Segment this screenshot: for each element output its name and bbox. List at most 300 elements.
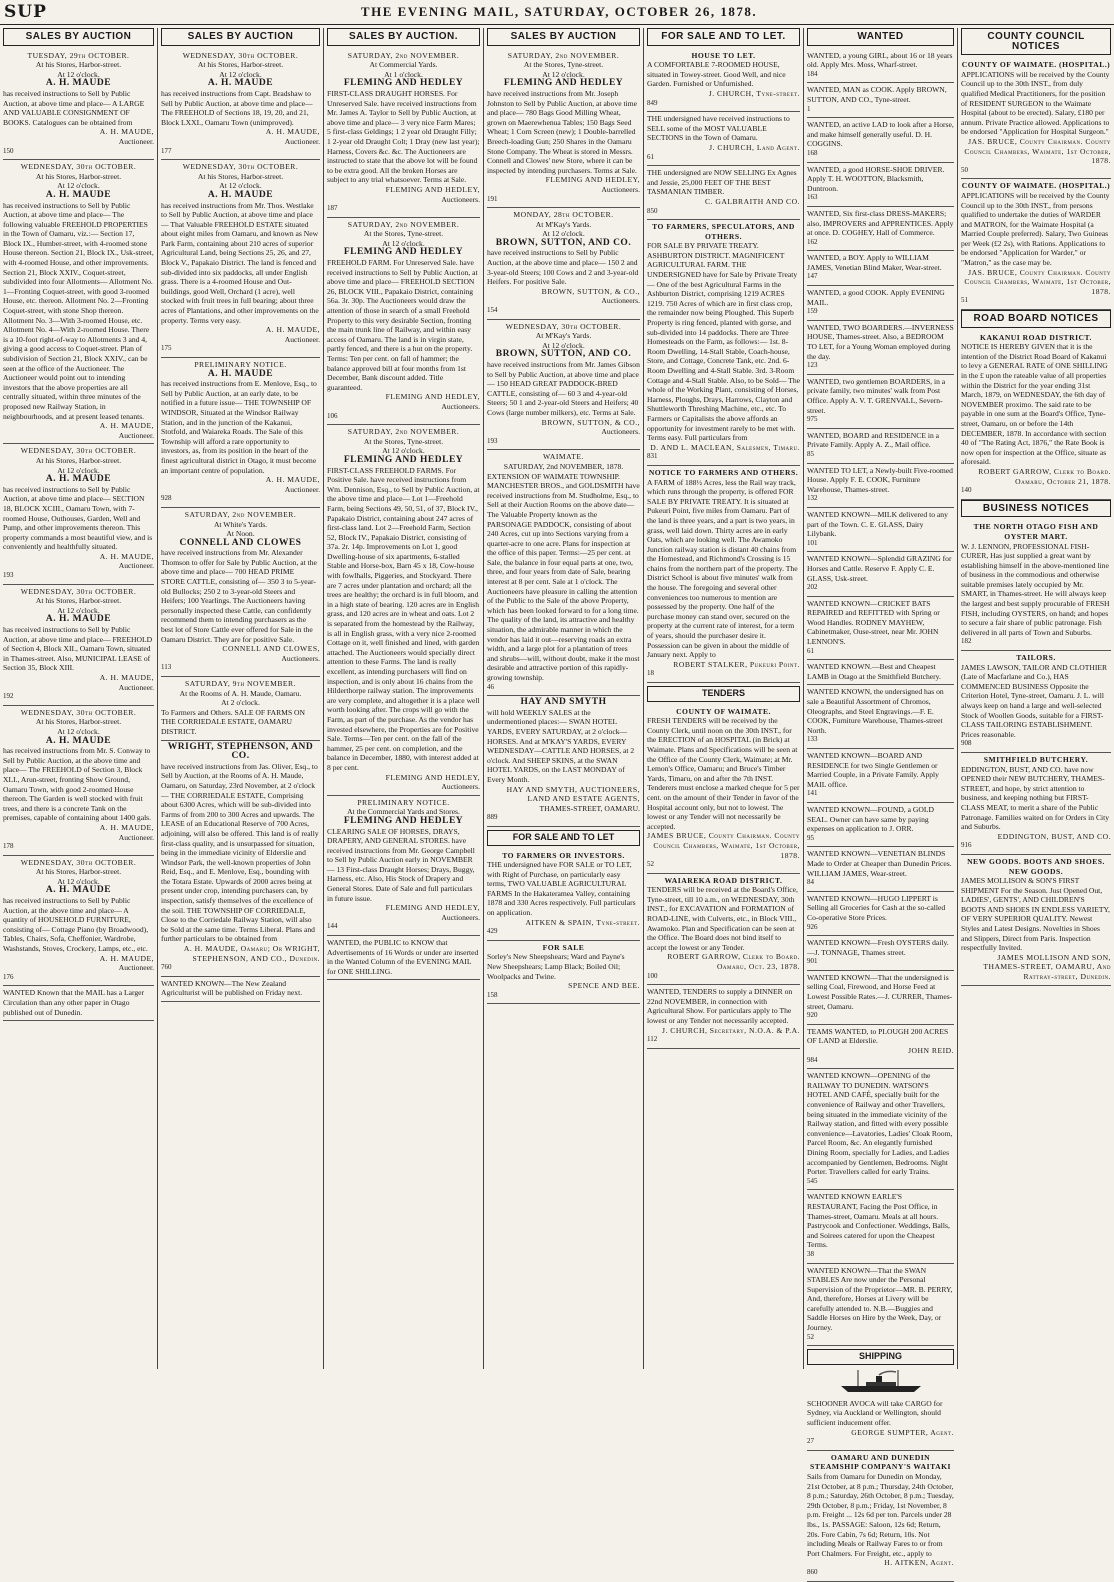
ad-body: FIRST-CLASS FREEHOLD FARMS. For Positive Sale. have received instructions from Wm. Dennison, Esq., to Sell by Public Auction, at the above time and place— Lot 1—Freehold Farm, being Sections 49, 50, 51, of 37, Block IV., Papakaio District, containing about 247 acres of first-class land. Lot 2—Freehold Farm, Section 52, Block IV., Papakaio District, consisting of 37a. 2r. 14p. Improvements on Lot 1, good Dwelling-house of six apartments, 6-stalled Stable and Horse-box, Barn 45 x 18, Cow-house with fowlhalls, Piggeries, and Stockyard. There are 7 acres under plantation and orchard; all the trees are healthy; the orchard is in full bloom, and in a high state of bearing. 120 acres are in English grass, and 120 acres are in wheat and oats. Lot 2 is separated from the homestead by the Railway, is all in English grass, with a very nice 2-roomed Cottage on it, well finished and lined, with garden attached. The Auctioneers would specially direct attention to these Farms. The land is really excellent, as intending purchasers will find on inspection, and is only about 16 chains from the Hilderthorpe railway station. The improvements are very complete, and altogether it is a place well worth looking after. The crops will go with the Farm, as part of the purchase. As the vendor has invested elsewhere, the Properties are for Positive Sale. Terms—Ten per cent. on the fall of the hammer, 25 per cent. on completion, and the balance in December, 1880, with interest added at 8 per cent. <box>327 465 480 772</box>
ad-role: Auctioneer. <box>284 484 320 494</box>
section-heading: TENDERS <box>647 686 800 702</box>
ad-auctioneer: FLEMING AND HEDLEY <box>343 247 464 258</box>
ad-body: WANTED KNOWN—MILK delivered to any part of the Town. C. E. GLASS, Dairy Lilybank. <box>807 509 948 539</box>
ad-signature: BROWN, SUTTON, & CO., <box>541 286 640 296</box>
ad-body: THE undersigned have FOR SALE or TO LET, with Right of Purchase, on particularly easy terms, TWO VALUABLE AGRICULTURAL FARMS In the Hakateramea Valley, containing 1878 and 330 Acres respectively. Full particulars on application. <box>487 860 636 918</box>
ad-signature: ROBERT GARROW, Clerk to Board. Oamaru, October 21, 1878. <box>978 466 1111 486</box>
ad-place: At his Stores, Harbor-street. <box>35 455 122 465</box>
ad-signature: GEORGE SUMPTER, Agent. <box>851 1427 954 1437</box>
ad-body: WANTED, Six first-class DRESS-MAKERS; also, IMPROVERS and APPRENTICES. Apply at once. D. COGHEY, Hall of Commerce. <box>807 208 954 238</box>
ad-signature: JAMES MOLLISON AND SON, THAMES-STREET, OAMARU, And Rattray-street, Dunedin. <box>983 952 1111 982</box>
advertisement <box>161 49 320 161</box>
advertisement <box>807 163 954 207</box>
ad-number: 133 <box>807 735 818 744</box>
ad-body: To Farmers and Others. SALE OF FARMS ON THE CORRIEDALE ESTATE, OAMARU DISTRICT. <box>161 707 306 736</box>
ad-body: will hold WEEKLY SALES at the undermentioned places:— SWAN HOTEL YARDS, EVERY SATURDAY, at 2 o'clock—HORSES. And at M'KAY'S YARDS, EVERY WEDNESDAY—CATTLE AND HORSES, at 2 o'clock. And SHEEP SKINS, at the SWAN HOTEL YARDS, on the LAST MONDAY of Every Month. <box>487 707 635 784</box>
ad-signature: JAMES BRUCE, County Chairman. County Council Chambers, Waimate, 1st October, 1878. <box>647 831 800 860</box>
ad-title: WAIAREKA ROAD DISTRICT. <box>664 875 783 885</box>
ad-number: 150 <box>3 146 14 155</box>
ad-date: WEDNESDAY, 30th OCTOBER. <box>20 446 137 456</box>
ad-body: has received instructions from Capt. Bradshaw to Sell by Public Auction, at above time and place— The FREEHOLD of Sections 18, 19, 20, and 21, Block LXXI., Oamaru Town (unimproved). <box>161 88 313 127</box>
ad-number: 84 <box>807 878 814 887</box>
ad-body: WANTED, two gentlemen BOARDERS, in a private family, two minutes' walk from Post Office. Apply A. V. T. GRENVALL, Severn-street. <box>807 376 946 415</box>
advertisement <box>161 677 320 741</box>
ad-body: WANTED, a good HORSE-SHOE DRIVER. Apply T. H. WOOTTON, Blacksmith, Duntroon. <box>807 164 945 193</box>
advertisement <box>807 892 954 936</box>
ad-date: SATURDAY, 9th NOVEMBER. <box>185 679 296 688</box>
advertisement <box>161 741 320 977</box>
ad-place: At M'Kay's Yards. <box>535 219 592 229</box>
ad-role: Auctioneers. <box>441 912 480 922</box>
ad-date: WEDNESDAY, 30th OCTOBER. <box>505 321 622 331</box>
advertisement <box>487 450 640 696</box>
ad-body: WANTED KNOWN—Splendid GRAZING for Horses and Cattle. Reserve F. Apply C. E. GLASS, Usk-street. <box>807 554 952 583</box>
ad-body: WANTED KNOWN—BOARD AND RESIDENCE for two Single Gentlemen or Married Couple, in a Private Family. Apply MAIL office. <box>807 751 939 789</box>
ad-title: TO FARMERS, SPECULATORS, AND OTHERS. <box>652 222 795 241</box>
column-sales-by-auction-4 <box>484 28 644 1369</box>
ad-body: WANTED, TENDERS to supply a DINNER on 22nd NOVEMBER, in connection with Agricultural Show. For particulars apply to The lowest or any Tender not necessarily accepted. <box>647 987 793 1025</box>
column-notices <box>958 28 1114 1369</box>
ad-title: TAILORS. <box>1016 653 1056 663</box>
ad-number: 113 <box>161 663 172 672</box>
ad-number: 140 <box>961 486 972 495</box>
advertisement <box>3 444 154 584</box>
ad-place: At his Stores, Harbor-street. <box>35 596 122 606</box>
ad-number: 429 <box>487 927 498 936</box>
ad-role: Auctioneers. <box>281 653 320 663</box>
ad-body: WANTED, MAN as COOK. Apply BROWN, SUTTON, AND CO., Tyne-street. <box>807 85 947 104</box>
ad-auctioneer: A. H. MAUDE <box>45 474 112 485</box>
advertisement <box>807 251 954 286</box>
ad-signature: C. GALBRAITH AND CO. <box>704 196 800 206</box>
ad-number: 101 <box>807 538 818 547</box>
ad-number: 860 <box>807 1567 818 1576</box>
ad-auctioneer: BROWN, SUTTON, AND CO. <box>495 237 632 248</box>
ad-title: COUNTY OF WAIMATE. (HOSPITAL.) <box>961 181 1111 191</box>
ad-title: NOTICE TO FARMERS AND OTHERS. <box>648 467 799 477</box>
ad-number: 52 <box>647 860 654 869</box>
ad-body: THE undersigned have received instructions to SELL some of the MOST VALUABLE SECTIONS in the Town of Oamaru. <box>647 114 790 143</box>
ad-date: MONDAY, 28th OCTOBER. <box>513 210 614 220</box>
ad-auctioneer: A. H. MAUDE <box>45 614 112 625</box>
advertisement <box>647 985 800 1049</box>
ad-role: THAMES-STREET, OAMARU. <box>539 803 640 813</box>
ad-role: Auctioneers. <box>601 427 640 437</box>
ad-body: FREEHOLD FARM. For Unreserved Sale. have received instructions to Sell by Public Auction, at above time and place— FREEHOLD SECTION 26, BLOCK VIII., Papakaio District, containing 56a. 3r. 30p. The Auctioneers would draw the attention of those in search of a small Freehold Property to this very desirable Section, fronting the main trunk line of Railway, and within easy access of Oamaru. The land is in virgin state, partly fenced, and there is a hut on the property. Terms: Ten per cent. on fall of hammer; the balance approved bill at four months from 1st December, Bank discount added. Title guaranteed. <box>327 258 478 392</box>
ad-signature: FLEMING AND HEDLEY, <box>385 184 480 194</box>
masthead-corner: SUP <box>4 2 47 22</box>
advertisement <box>807 749 954 803</box>
ad-number: 920 <box>807 1011 818 1020</box>
ad-signature: HAY AND SMYTH, AUCTIONEERS, LAND AND ESTATE AGENTS, <box>506 784 640 804</box>
ad-body: TENDERS will be received at the Board's Office, Tyne-street, till 10 a.m., on WEDNESDAY, 30th INST., for EXCAVATION and FORMATION of ROAD-LINE, with Culverts, etc., in Block VIII., Awamoko. Plan and Specification can be seen at the Office. The Board does not bind itself to accept the lowest or any Tender. <box>647 885 798 952</box>
ad-body: WANTED KNOWN—VENETIAN BLINDS Made to Order at Cheaper than Dunedin Prices. WILLIAM JAMES, Wear-street. <box>807 849 952 878</box>
ad-place: At the Stores, Tyne-street. <box>363 436 444 446</box>
advertisement <box>961 753 1111 855</box>
ad-place: At the Rooms of A. H. Maude, Oamaru. <box>179 688 302 698</box>
columns <box>0 28 1114 1576</box>
ad-body: WANTED, the PUBLIC to KNOW that Advertisements of 16 Words or under are inserted in the Wanted Column of the EVENING MAIL for ONE SHILLING. <box>327 938 479 976</box>
ad-number: 175 <box>161 344 172 353</box>
ad-body: WANTED, an active LAD to look after a Horse, and make himself generally useful. D. H. COGGINS. <box>807 120 954 149</box>
ad-signature: A. H. MAUDE, <box>99 551 154 561</box>
advertisement <box>161 160 320 358</box>
ad-signature: CONNELL AND CLOWES, <box>222 644 320 654</box>
ad-title: OAMARU AND DUNEDIN STEAMSHIP COMPANY'S WAITAKI <box>810 1452 951 1472</box>
ad-auctioneer: A. H. MAUDE <box>207 189 274 200</box>
ad-signature: H. AITKEN, Agent. <box>884 1558 954 1568</box>
ad-number: 100 <box>647 971 658 980</box>
advertisement <box>161 977 320 1002</box>
advertisement <box>807 847 954 891</box>
ad-signature: FLEMING AND HEDLEY, <box>385 392 480 402</box>
ad-signature: A. H. MAUDE, <box>99 673 154 682</box>
advertisement <box>807 508 954 552</box>
ad-signature: FLEMING AND HEDLEY, <box>385 772 480 782</box>
ad-number: 545 <box>807 1176 818 1185</box>
ad-date: WEDNESDAY, 30th OCTOBER. <box>182 162 299 172</box>
ad-body: WANTED KNOWN EARLE'S RESTAURANT, Facing the Post Office, in Thames-street, Oamaru. Meals at all hours. Pastrycook and Confectioner. Weddings, Balls, and Soirees catered for upon the Cheapest Terms. <box>807 1192 950 1250</box>
ad-number: 831 <box>647 452 658 461</box>
ad-date: WEDNESDAY, 30th OCTOBER. <box>20 707 137 717</box>
masthead-title: THE EVENING MAIL, SATURDAY, OCTOBER 26, 1878. <box>360 4 758 19</box>
ad-number: 85 <box>807 449 814 458</box>
ad-body: have received instructions to Sell by Public Auction, at the above time and place— 150 2 and 3-year-old Steers; 100 Cows and 2 and 3-year-old Heifers. For positive Sale. <box>487 248 639 287</box>
ad-time: At 12 o'clock. <box>57 726 100 736</box>
ad-body: TEAMS WANTED, to PLOUGH 200 ACRES OF LAND at Elderslie. <box>807 1026 949 1046</box>
ad-auctioneer: FLEMING AND HEDLEY <box>343 454 464 465</box>
ad-body: has received instructions to Sell by Public Auction, at above time and place— SECTION 18, BLOCK XCIII., Oamaru Town, with 7-roomed House, Outhouses, Garden, Well and Pump, and other improvements thereon. This property commands a most beautiful view, and is conveniently and healthfully situated. <box>3 484 153 552</box>
ad-body: have received instructions from Mr. Joseph Johnston to Sell by Public Auction, at above time and place— 780 Bags Good Milling Wheat, grown on Maerewhenua Tables; 150 Bags Seed Wheat; 1 Corn Screen (new); 1 Double-barrelled Breech-loading Gun; 250 Shares in the Oamaru Stone Company. The Wheat is stored in Messrs. Connell and Clowes' new Store, where it can be inspected by intending purchasers. Terms at Sale. <box>487 88 637 175</box>
ad-date: TUESDAY, 29th OCTOBER. <box>27 50 130 60</box>
ad-number: 928 <box>161 494 172 503</box>
column-heading: SALES BY AUCTION <box>161 28 320 46</box>
ad-signature: JAS. BRUCE, County Chairman. County Council Chambers, Waimate, 1st October, 1878. <box>964 267 1111 296</box>
ad-role: Auctioneer. <box>118 682 154 692</box>
ad-body: WANTED KNOWN—The New Zealand Agriculturist will be published on Friday next. <box>161 978 303 998</box>
ad-time: At 12 o'clock. <box>57 465 100 475</box>
ad-auctioneer: HAY AND SMYTH <box>520 697 607 708</box>
ad-signature: ROBERT STALKER, Pukeuri Point. <box>673 659 800 669</box>
ad-signature: A. H. MAUDE, <box>265 325 320 335</box>
ad-number: 27 <box>807 1437 814 1446</box>
advertisement <box>807 660 954 685</box>
ad-place: At White's Yards. <box>213 519 268 529</box>
advertisement <box>807 207 954 251</box>
ad-auctioneer: WRIGHT, STEPHENSON, AND CO. <box>167 741 314 762</box>
advertisement <box>647 466 800 683</box>
advertisement <box>961 855 1111 986</box>
ad-number: 154 <box>487 306 498 315</box>
ad-time: At 12 o'clock. <box>382 446 425 456</box>
ad-time: At 12 o'clock. <box>542 69 585 79</box>
advertisement <box>961 58 1111 179</box>
ad-time: At 12 o'clock. <box>219 181 262 191</box>
ad-title: NEW GOODS. BOOTS AND SHOES. NEW GOODS. <box>967 856 1105 876</box>
ad-body: Sails from Oamaru for Dunedin on Monday, 21st October, at 8 p.m.; Thursday, 24th October, 8 p.m.; Saturday, 26th October, 8 p.m.; Tuesday, 29th October, 8 p.m.; Friday, 1st November, 8 p.m. Freight ... 12s 6d per ton. Parcels under 28 lbs., 1s. PASSAGE: Saloon, 12s 6d; Return, 20s. Fore Cabin, 7s 6d; Return, 10s. Not including Meals or Railway Fares to or from Port Chalmers. For Freight, etc., apply to <box>807 1472 954 1558</box>
advertisement <box>487 941 640 1005</box>
ad-title: COUNTY OF WAIMATE. <box>676 706 771 716</box>
ad-signature: J. CHURCH, Land Agent. <box>709 142 800 152</box>
ad-body: APPLICATIONS will be received by the County Council up to the 30th INST., from persons qualified to undertake the duties of WARDER and MATRON, for the Waimate Hospital (a Married Couple preferred). Salary, Two Guineas per Week (£2 2s), with Rations. Applications to be endorsed "Application for Warder," or "Matron," as the case may be. <box>961 190 1110 268</box>
ad-number: 162 <box>807 237 818 246</box>
ad-number: 38 <box>807 1249 814 1258</box>
ad-place: At his Stores, Harbor-street. <box>35 171 122 181</box>
ad-number: 916 <box>961 841 972 850</box>
advertisement <box>647 49 800 113</box>
ad-signature: A. H. MAUDE, <box>265 475 320 485</box>
ad-number: 177 <box>161 146 172 155</box>
advertisement <box>327 425 480 796</box>
ad-body: WANTED KNOWN, the undersigned has on sale a Beautiful Assortment of Chromos, Oleographs, and Steel Engravings.—F. E. COOK, Furniture Warehouse, Thames-street North. <box>807 687 944 735</box>
ad-time: At 12 o'clock. <box>57 181 100 191</box>
ad-place: At his Stores, Harbor-street. <box>197 171 284 181</box>
ad-number: 182 <box>961 637 972 646</box>
ad-body: has received instructions to Sell by Public Auction, at above time and place— The following valuable FREEHOLD PROPERTIES in the Town of Oamaru, viz.:— Section 17, Block IX., Humber-street, with 4-roomed stone House thereon. Section 21, Block IX., Usk-street, with 4-roomed House, and other improvements. Section 21, Block XXIV., Coquet-street, subdivided into four Allotments— Allotment No. 1—Fronting Coquet-street, with good 3-roomed House, etc. thereon. Allotment No. 2—Fronting Coquet-street, with stone Shop thereon. Allotment No. 3—With 3-roomed House, etc. Allotment No. 4—With 2-roomed House. There is a 10-foot right-of-way to Allotments 3 and 4, giving a good access to Coquet-street. Plan of subdivision of Section 21, Block XXIV., can be seen at the office of the Auctioneer. The Auctioneer would point out to intending investors that the above properties are all centrally situated, within three minutes of the proposed new Railway Station, in neighbourhoods, and at present leased tenants. <box>3 200 154 421</box>
ad-place: At his Stores, Harbor-street. <box>35 867 122 877</box>
ad-title: FOR SALE <box>542 942 585 952</box>
ad-number: 184 <box>807 69 818 78</box>
column-heading: SALES BY AUCTION. <box>327 28 480 46</box>
ad-role: Auctioneer. <box>284 136 320 146</box>
ad-time: At 12 o'clock. <box>382 238 425 248</box>
ad-signature: D. AND L. MACLEAN, Salesmen, Timaru. <box>650 442 800 452</box>
advertisement <box>961 651 1111 753</box>
advertisement <box>487 849 640 941</box>
ad-body: has received instructions to Sell by Public Auction, at above time and place— FREEHOLD of Section 4, Block XII., Oamaru Town, situated in Thames-street. Also, MUNICIPAL LEASE of Section 35, Block XIII. <box>3 625 153 673</box>
advertisement <box>807 49 954 84</box>
ad-body: THE undersigned are NOW SELLING Ex Agnes and Jessie, 25,000 FEET OF THE BEST TASMANIAN TIMBER. <box>647 168 797 197</box>
advertisement <box>807 83 954 118</box>
ad-signature: AITKEN & SPAIN, Tyne-street. <box>525 917 640 927</box>
ad-number: 850 <box>647 206 658 215</box>
section-heading: FOR SALE AND TO LET <box>487 830 640 846</box>
ad-role: Auctioneers. <box>601 296 640 306</box>
ad-place: At his Stores, Harbor-street. <box>35 60 122 70</box>
ad-date: WEDNESDAY, 30th OCTOBER. <box>20 586 137 596</box>
ad-date: SATURDAY, 2nd NOVEMBER. <box>507 50 620 60</box>
ad-auctioneer: A. H. MAUDE <box>207 368 274 379</box>
section-heading: ROAD BOARD NOTICES <box>961 310 1111 328</box>
ad-body: JAMES LAWSON, TAILOR AND CLOTHIER (Late of Macfarlane and Co.), HAS COMMENCED BUSINESS Opposite the Criterion Hotel, Tyne-street, Oamaru. J. L. will always keep on hand a large and well-selected Stock of Woollen Goods, suitable for a FIRST-CLASS TAILORING ESTABLISHMENT. Prices reasonable. <box>961 662 1108 739</box>
column-heading: FOR SALE AND TO LET. <box>647 28 800 46</box>
ad-date: SATURDAY, 2nd NOVEMBER. <box>184 509 297 519</box>
ad-number: 147 <box>807 272 818 281</box>
masthead <box>0 0 1114 25</box>
ad-body: WANTED KNOWN—That the SWAN STABLES Are now under the Personal Supervision of the Proprietor—MR. B. PERRY, And, therefore, Horses at Livery will be carefully attended to. N.B.—Buggies and Saddle Horses on Hire by the Week, Day, or Journey. <box>807 1265 953 1333</box>
ad-body: has received instructions from E. Menlove, Esq., to Sell by Public Auction, at an early date, to be notified in a future issue— THE TOWNSHIP OF WINDSOR, Situated at the Windsor Railway Station, and in the junction of the Kakanui, Stotfold, and Waiareka Roads. The Sale of this Township will afford a rare opportunity to investors, as, from its position in the heart of the finest agricultural district in Otago, it must become an important centre of population. <box>161 379 317 475</box>
ad-body: NOTICE IS HEREBY GIVEN that it is the intention of the District Road Board of Kakanui to levy a GENERAL RATE of ONE SHILLING in the £ upon the rateable value of all properties within the District for the year ending 31st March, 1879, on WEDNESDAY, the 6th day of NOVEMBER proximo. The said rate to be payable in one sum at the Board's Office, Tyne-street, Oamaru, on or before the 14th DECEMBER, 1878. In accordance with section 40 of "The Rating Act, 1876," the Rate Book is now open for inspection at the Office, situate as aforesaid. <box>961 342 1108 467</box>
ad-body: WANTED KNOWN—HUGO LIPPERT is Selling all Groceries for Cash at the so-called Co-operative Store Prices. <box>807 893 946 922</box>
ad-role: Auctioneer. <box>118 561 154 571</box>
ad-role: Auctioneer. <box>284 334 320 344</box>
ad-number: 61 <box>647 152 654 161</box>
ad-body: have received instructions from Mr. James Gibson to Sell by Public Auction, at above time and place— 150 HEAD GREAT PADDOCK-BRED CATTLE, consisting of— 60 3 and 4-year-old Steers; 50 1 and 2-year-old Steers and Heifers; 40 Cows (large number milkers), etc. Terms at Sale. <box>487 360 640 417</box>
ad-auctioneer: A. H. MAUDE <box>207 78 274 89</box>
column-for-sale-and-to-let <box>644 28 804 1369</box>
ad-number: 52 <box>807 1332 814 1341</box>
ad-date: PRELIMINARY NOTICE. <box>194 360 287 369</box>
advertisement <box>807 685 954 749</box>
advertisement <box>647 166 800 220</box>
ad-number: 908 <box>961 739 972 748</box>
ad-body: SCHOONER AVOCA will take CARGO for Sydney, via Auckland or Wellington, should sufficient inducement offer. <box>807 1398 943 1428</box>
ad-place: At his Stores, Harbor-street. <box>35 717 122 727</box>
ad-body: JAMES MOLLISON & SON'S FIRST SHIPMENT For the Season. Just Opened Out, LADIES', GENTS', AND CHILDREN'S BOOTS AND SHOES IN ENDLESS VARIETY, OF VERY SUPERIOR QUALITY. Newest Styles and Latest Designs. Novelties in Shoes and Slippers, Direct from Paris. Inspection respectfully Invited. <box>961 876 1110 953</box>
ad-auctioneer: FLEMING AND HEDLEY <box>343 815 464 826</box>
ad-number: 61 <box>807 646 814 655</box>
advertisement <box>807 1451 954 1582</box>
section-heading: BUSINESS NOTICES <box>961 500 1111 518</box>
ad-role: Auctioneer. <box>118 430 154 440</box>
advertisement <box>807 1264 954 1347</box>
ad-number: 984 <box>807 1055 818 1064</box>
advertisement <box>807 1190 954 1263</box>
advertisement <box>807 375 954 429</box>
ad-number: 112 <box>647 1035 658 1044</box>
ad-number: 51 <box>961 296 968 305</box>
advertisement <box>327 218 480 425</box>
steamship-icon <box>836 1368 926 1394</box>
ad-place: At the Stores, Tyne-street. <box>363 229 444 239</box>
ad-title: TO FARMERS OR INVESTORS. <box>502 850 625 860</box>
ad-body: A COMFORTABLE 7-ROOMED HOUSE, situated in Towey-street. Good Well, and nice Garden. Furnished or Unfurnished. <box>647 60 786 89</box>
ad-number: 849 <box>647 98 658 107</box>
column-sales-by-auction-2 <box>158 28 324 1369</box>
ad-body: has received instructions to Sell by Public Auction, at the above time and place— A quantity of HOUSEHOLD FURNITURE, consisting of— Cottage Piano (by Broadwood), Tables, Chairs, Sofa, Cheffonier, Wardrobe, Washstands, Stoves, Crockery, Lamps, etc., etc. <box>3 896 149 954</box>
ad-number: 202 <box>807 583 818 592</box>
ad-body: WANTED KNOWN—FOUND, a GOLD SEAL. Owner can have same by paying expenses on application to J. ORR. <box>807 804 934 834</box>
ad-number: 18 <box>647 669 654 678</box>
ad-body: has received instructions from Mr. Thos. Westlake to Sell by Public Auction, at above time and place— That Valuable FREEHOLD ESTATE situated about eight miles from Oamaru, and known as New Park Farm, containing about 210 acres of superior Agricultural Land, being Sections 25, 26, and 27, Block V., Papakaio District. The land is fenced and sub-divided into six paddocks, all under English grass. There is a 4-roomed House and Out-buildings, good Well, Orchard (1 acre), well stocked with fruit trees in full bearing; about three acres of Plantations, and other improvements on the property. Terms very easy. <box>161 200 319 325</box>
advertisement <box>647 112 800 166</box>
ad-body: WANTED, TWO BOARDERS.—INVERNESS HOUSE, Thames-street. Also, a BEDROOM TO LET, for a Young Woman employed during the day. <box>807 322 954 361</box>
advertisement <box>3 160 154 444</box>
ad-body: WANTED Known that the MAIL has a Larger Circulation than any other paper in Otago published out of Dunedin. <box>3 988 145 1017</box>
ad-body: Sorley's New Sheepshears; Ward and Payne's New Sheepshears; Lamp Black; Boiled Oil; Woolpacks and Twine. <box>487 952 625 981</box>
column-heading: SALES BY AUCTION <box>3 28 154 46</box>
advertisement <box>807 936 954 971</box>
ad-auctioneer: A. H. MAUDE <box>45 735 112 746</box>
ad-number: 760 <box>161 963 172 972</box>
advertisement <box>807 286 954 321</box>
column-heading: COUNTY COUNCIL NOTICES <box>961 28 1111 55</box>
ad-place: At his Stores, Harbor-street. <box>197 60 284 70</box>
ad-date: SATURDAY, 2nd NOVEMBER. <box>347 50 460 60</box>
advertisement <box>807 464 954 508</box>
ad-body: WANTED TO LET, a Newly-built Five-roomed House. Apply F. E. COOK, Furniture Warehouse, Thames-street. <box>807 465 953 494</box>
ad-body: WANTED, BOARD and RESIDENCE in a Private Family. Apply A. Z., Mail office. <box>807 430 940 450</box>
ad-body: CLEARING SALE OF HORSES, DRAYS, DRAPERY, AND GENERAL STORES. have received instructions from Mr. George Campbell to Sell by Public Auction early in NOVEMBER— 13 First-class Draught Horses; Drays, Buggy, Harness, etc. Also, His Stock of Drapery and General Stores. Date of Sale and full particulars in future issue. <box>327 826 475 903</box>
ad-number: 176 <box>3 972 14 981</box>
advertisement <box>161 508 320 677</box>
ad-number: 889 <box>487 813 498 822</box>
ad-date: WAIMATE. <box>543 452 584 462</box>
advertisement <box>807 552 954 596</box>
column-heading: SALES BY AUCTION <box>487 28 640 46</box>
ad-number: 187 <box>327 204 338 213</box>
ad-number: 158 <box>487 990 498 999</box>
column-heading: WANTED <box>807 28 954 46</box>
ad-date: PRELIMINARY NOTICE. <box>357 797 450 807</box>
ad-role: Auctioneers. <box>441 194 480 204</box>
ad-signature: FLEMING AND HEDLEY, <box>385 903 480 913</box>
ad-number: 46 <box>487 682 494 691</box>
ad-number: 106 <box>327 411 338 420</box>
ad-signature: JOHN REID. <box>908 1046 954 1056</box>
ad-body: WANTED KNOWN—That the undersigned is selling Coal, Firewood, and Horse Feed at Lowest Possible Rates.—J. CURRER, Thames-street, Oamaru. <box>807 972 953 1011</box>
ad-number: 192 <box>3 692 14 701</box>
advertisement <box>3 856 154 987</box>
ad-number: 975 <box>807 415 818 424</box>
ad-time: At Noon. <box>226 529 255 539</box>
ad-body: FIRST-CLASS DRAUGHT HORSES. For Unreserved Sale. have received instructions from Mr. James A. Taylor to Sell by Public Auction, at above time and place— 3 very nice Farm Mares; 5 first-class Geldings; 1 2 year old Draught Filly; 1 2-year old Draught Colt; 1 Dray (new last year); Harness, Covers &c. &c. The Auctioneers are instructed to state that the above lot will be found to be extra good. All the broken Horses are subject to any trial whatsoever. Terms at Sale. <box>327 88 480 185</box>
ad-body: EXTENSION OF WAIMATE TOWNSHIP. MANCHESTER BROS., and GOLDSMITH have received instructions from M. Studholme, Esq., to Sell at their Auction Rooms on the above date— The Valuable Property known as the PARSONAGE PADDOCK, consisting of about 240 Acres, cut up into Sections varying from a quarter-acre to one acre. Plans for inspection at the office of this paper. Terms:—25 per cent. at Sale, the balance in four equal parts at one, two, three, and four years from date of Sale, bearing interest at 8 per cent. Sale at 1 o'clock. The Auctioneers have pleasure in calling the attention of the Public to the Sale of the above Property, which has been looked forward to for a long time. The quality of the land, its attractive and healthy situation, the admirable manner in which the vendor has laid it out—reserving roads an extra width, and a large plot for a plantation of trees and shrubs—will, without doubt, make it the most desirable and attractive portion of this rapidly-growing township. <box>487 471 640 682</box>
ad-number: 159 <box>807 307 818 316</box>
ad-title: THE NORTH OTAGO FISH AND OYSTER MART. <box>973 522 1099 541</box>
advertisement <box>807 971 954 1025</box>
ad-time: At 12 o'clock. <box>542 229 585 239</box>
advertisement <box>161 358 320 508</box>
ad-place: At the Stores, Tyne-street. <box>523 60 604 70</box>
ad-time: At 12 o'clock. <box>57 605 100 615</box>
ad-number: 193 <box>487 436 498 445</box>
ad-title: COUNTY OF WAIMATE. (HOSPITAL.) <box>961 60 1111 70</box>
ad-signature: FLEMING AND HEDLEY, <box>545 175 640 185</box>
ad-number: 1 <box>807 104 811 113</box>
ad-body: WANTED, a good COOK. Apply EVENING MAIL. <box>807 288 945 307</box>
ad-date: SATURDAY, 2nd NOVEMBER. <box>347 427 460 437</box>
ad-auctioneer: CONNELL AND CLOWES <box>179 537 302 548</box>
ad-time: At 12 o'clock. <box>219 69 262 79</box>
ad-body: FOR SALE BY PRIVATE TREATY. ASHBURTON DISTRICT. MAGNIFICENT AGRICULTURAL FARM. THE UNDERSIGNED have for Sale by Private Treaty— One of the best Agricultural Farms in the Ashburton District, comprising 1219 ACRES 1219. 750 Acres of which are in first class crop, the remainder now being Ploughed. This Superb Property is ring fenced, planted with gorse, and sub-divided into 14 paddocks. There are Three Homesteads on the Farm, as follows:— 1st. 8-Room Dwelling, 14-Stall Stable, Coach-house, Store, and Cottage, Concrete Tank, etc. 2nd. 6-Room Dwelling and 4-Stall Stable. 3rd. 3-Room Cottage and 4-Stall Stable. Also, to be Sold— The whole of the Working Plant, consisting of Horses, Harness, Ploughs, Drays, Harrows, Clayton and Shuttleworth Threshing Machine, etc., etc. To Farmers or Capitalists the above affords an opportunity for investment rarely to be met with. Terms easy. Full particulars from <box>647 241 800 443</box>
ad-date: WEDNESDAY, 30th OCTOBER. <box>182 50 299 60</box>
advertisement <box>647 874 800 986</box>
ad-auctioneer: FLEMING AND HEDLEY <box>343 78 464 89</box>
ad-auctioneer: FLEMING AND HEDLEY <box>503 78 624 89</box>
ad-title: SMITHFIELD BUTCHERY. <box>983 754 1089 764</box>
advertisement <box>487 696 640 827</box>
ad-signature: SPENCE AND BEE. <box>568 981 640 991</box>
ad-number: 178 <box>3 842 14 851</box>
ad-body: WANTED KNOWN—CRICKET BATS REPAIRED and REFITTED with Spring or Wood Handles. RODNEY MAYHEW, Cabinetmaker, Ouse-street, near Mr. JOHN LENNON'S. <box>807 598 940 647</box>
ad-date: WEDNESDAY, 30th OCTOBER. <box>20 162 137 172</box>
ad-body: FRESH TENDERS will be received by the County Clerk, until noon on the 30th INST., for the ERECTION of an HOSPITAL (in Brick) at Waimate. Plans and Specifications will be seen at the Office of the County Clerk, Waimate; at Mr. Lemon's Office, Oamaru; and Bruce's Timber Yards, Timaru, on and after the 7th INST. Tenderers must enclose a marked cheque for 5 per cent. on the amount of their Tender in favor of the Hospital account only, but not to lowest. The lowest or any Tender will not necessarily be accepted. <box>647 716 800 831</box>
ad-signature: A. H. MAUDE, <box>99 127 154 137</box>
ad-auctioneer: A. H. MAUDE <box>45 885 112 896</box>
ad-auctioneer: BROWN, SUTTON, AND CO. <box>495 349 632 360</box>
ad-place: At M'Kay's Yards. <box>535 331 592 341</box>
advertisement <box>327 796 480 936</box>
ad-signature: J. CHURCH, Secretary, N.O.A. & P.A. <box>662 1025 800 1035</box>
advertisement <box>807 321 954 375</box>
advertisement <box>3 986 154 1021</box>
ad-time: At 12 o'clock. <box>57 69 100 79</box>
ad-number: 926 <box>807 922 818 931</box>
ad-signature: A. H. MAUDE, <box>99 822 154 832</box>
ad-place: At the Commercial Yards and Stores. <box>347 807 460 817</box>
ad-number: 95 <box>807 833 814 842</box>
ad-body: W. J. LENNON, PROFESSIONAL FISH-CURER, Has just supplied a great want by establishing himself in the above-mentioned line of business in the commodious and otherwise suitable premises lately occupied by Mr. SMART, in Thames-street. He will always keep the largest and best supply procurable of FRESH FISH, including OYSTERS, on hand; and hopes to secure a fair share of public patronage. Fish delivered in all parts of Town and Suburbs. <box>961 541 1110 637</box>
ad-body: has received instructions to Sell by Public Auction, at above time and place— A LARGE AND VALUABLE CONSIGNMENT OF BOOKS. Catalogues can be obtained from <box>3 88 145 127</box>
ad-body: have received instructions from Jas. Oliver, Esq., to Sell by Auction, at the Rooms of A. H. Maude, Oamaru, on Saturday, 23rd November, at 2 o'clock— THE CORRIEDALE ESTATE, Comprising about 6300 Acres, which will be sub-divided into Farms of from 200 to 300 Acres and upwards. The LEASE of an Educational Reserve of 700 Acres, adjoining, will also be offered. This land is of really first-class quality, and is unsurpassed for situation, being in the immediate vicinity of Elderslie and Windsor Park, the well-known properties of John Reid, Esq., and E. Menlove, Esq., bounding with the Totara Estate. Upwards of 2000 acres being at present under crop, intending purchasers can, by inspection, satisfy themselves of the excellence of the soil. THE TOWNSHIP OF CORRIEDALE, Close to the Corriedale Railway Station, will also be Sold at the same time. Terms Liberal. Plans and further particulars to be obtained from <box>161 761 319 944</box>
advertisement <box>327 49 480 218</box>
ad-date: SATURDAY, 2nd NOVEMBER. <box>347 219 460 229</box>
section-heading: SHIPPING <box>807 1349 954 1365</box>
ad-body: have received instructions from Mr. Alexander Thomson to offer for Sale by Public Auction, at the above time and place— 700 HEAD PRIME STORE CATTLE, consisting of— 350 3 to 5-year-old Bullocks; 250 2 to 3-year-old Steers and Heifers; 100 Yearlings. The Auctioneers having personally inspected these Cattle, can confidently recommend them to intending purchasers as the best lot of Store Cattle ever offered for Sale in the Oamaru District. They are for positive Sale. <box>161 548 317 644</box>
ad-signature: BROWN, SUTTON, & CO., <box>541 417 640 427</box>
ad-signature: A. H. MAUDE, <box>99 953 154 963</box>
